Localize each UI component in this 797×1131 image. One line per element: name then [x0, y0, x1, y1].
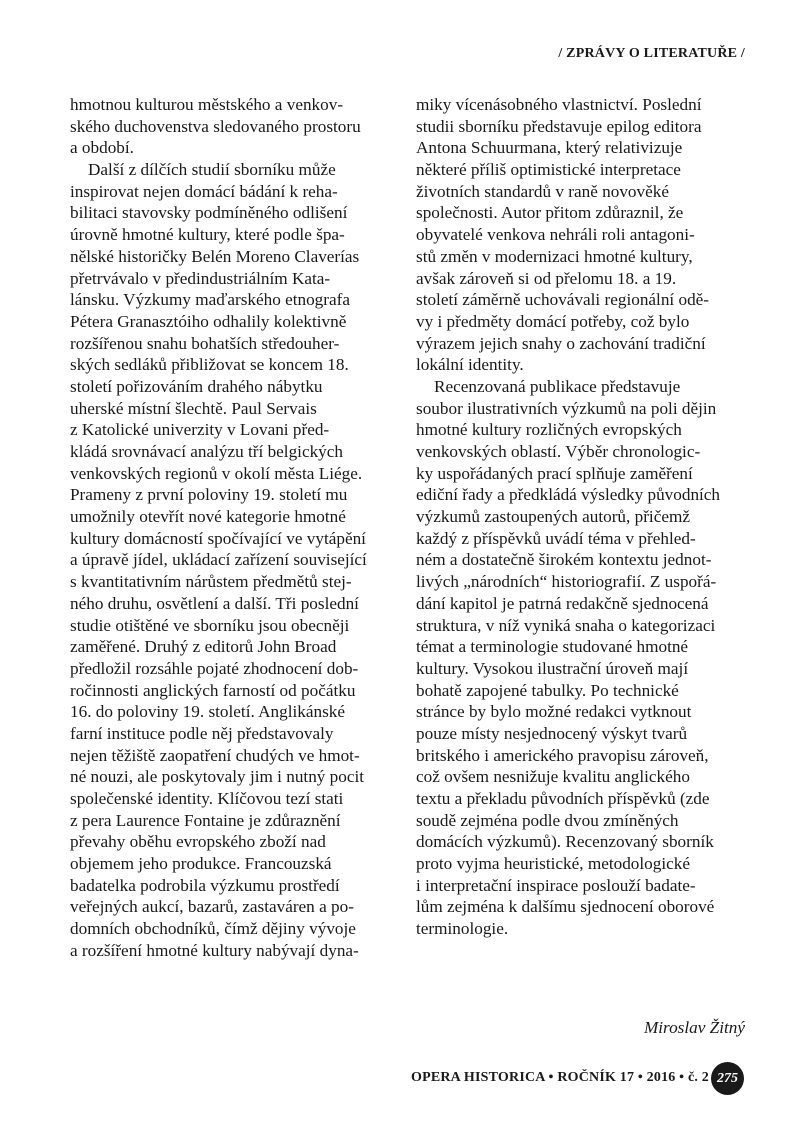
text-line: obyvatelé venkova nehráli roli antagoni- [416, 225, 695, 245]
text-column-right [416, 94, 742, 940]
text-line: terminologie. [416, 919, 509, 939]
text-line: uherské místní šlechtě. Paul Servais [70, 398, 317, 418]
text-line: předložil rozsáhle pojaté zhodnocení dob- [70, 658, 359, 678]
text-line: témat a terminologie studované hmotné [416, 637, 689, 657]
text-line: domních obchodníků, čímž dějiny vývoje [70, 919, 356, 939]
text-line: a období. [70, 138, 134, 158]
text-line: s kvantitativním nárůstem předmětů stej- [70, 572, 352, 592]
text-line: soudě zejména podle dvou zmíněných [416, 810, 679, 830]
text-line: 16. do poloviny 19. století. Anglikánské [70, 702, 345, 722]
text-line: lánsku. Výzkumy maďarského etnografa [70, 290, 350, 310]
text-line: století pořizováním drahého nábytku [70, 376, 323, 396]
text-line: ky uspořádaných prací splňuje zaměření [416, 463, 693, 483]
text-line: a úpravě jídel, ukládací zařízení související [70, 550, 367, 570]
text-line: přetrvávalo v předindustriálním Kata- [70, 268, 331, 288]
text-line: ediční řady a předkládá výsledky původních [416, 485, 721, 505]
text-line: soubor ilustrativních výzkumů na poli dějin [416, 398, 717, 418]
text-line: každý z příspěvků uvádí téma v přehled- [416, 528, 696, 548]
text-line: převahy oběhu evropského zboží nad [70, 832, 326, 852]
text-line: veřejných aukcí, bazarů, zastaváren a po- [70, 897, 354, 917]
text-line: venkovských regionů v okolí města Liége. [70, 463, 363, 483]
text-line: lokální identity. [416, 355, 524, 375]
text-line: ročinnosti anglických farností od počátku [70, 680, 356, 700]
text-line: miky vícenásobného vlastnictví. Poslední [416, 95, 702, 114]
text-line: kultury. Vysokou ilustrační úroveň mají [416, 658, 689, 678]
text-line: vy i předměty domácí potřeby, což bylo [416, 311, 690, 331]
text-line: Prameny z první poloviny 19. století mu [70, 485, 348, 505]
text-line: společenské identity. Klíčovou tezí stati [70, 789, 344, 808]
text-line: nejen těžiště zaopatření chudých ve hmot- [70, 745, 360, 765]
text-line: Další z dílčích studií sborníku může [88, 160, 336, 180]
text-line: né nouzi, ale poskytovaly jim i nutný pocit [70, 767, 365, 787]
text-line: lům zejména k dalšímu sjednocení oborové [416, 897, 715, 917]
text-line: inspirovat nejen domácí bádání k reha- [70, 181, 338, 201]
text-line: z Katolické univerzity v Lovani před- [70, 420, 330, 440]
text-line: Recenzovaná publikace představuje [434, 376, 681, 396]
text-line: proto vyjma heuristické, metodologické [416, 854, 690, 874]
journal-footer: OPERA HISTORICA • ROČNÍK 17 • 2016 • č. 2 [410, 1070, 709, 1085]
text-line: hmotnou kulturou městského a venkov- [70, 95, 344, 114]
author-signature: Miroslav Žitný [643, 1018, 745, 1037]
text-line: hmotné kultury rozličných evropských [416, 420, 682, 440]
text-line: farní instituce podle něj představovaly [70, 723, 334, 743]
text-line: zaměřené. Druhý z editorů John Broad [70, 637, 337, 657]
text-line: kládá srovnávací analýzu tří belgických [70, 442, 343, 461]
text-line: a rozšíření hmotné kultury nabývají dyna- [70, 940, 359, 960]
text-line: společnosti. Autor přitom zdůraznil, že [416, 203, 684, 223]
text-line: ného druhu, osvětlení a další. Tři poslední [70, 593, 359, 613]
text-line: stránce by bylo možné redakci vytknout [416, 702, 692, 722]
text-line: domácích výzkumů). Recenzovaný sborník [416, 832, 714, 852]
text-line: livých „národních“ historiografií. Z uspořá- [416, 572, 717, 592]
text-line: struktura, v níž vyniká snaha o kategorizaci [416, 615, 716, 635]
text-line: britského i amerického pravopisu zároveň, [416, 745, 709, 765]
text-line: studie otištěné ve sborníku jsou obecněji [70, 615, 350, 635]
text-column-left [70, 94, 395, 962]
text-line: ném a dostatečně širokém kontextu jednot- [416, 550, 712, 570]
text-line: objemem jeho produkce. Francouzská [70, 854, 332, 874]
text-line: venkovských oblastí. Výběr chronologic- [416, 442, 701, 461]
text-line: některé příliš optimistické interpretace [416, 160, 681, 180]
text-line: nělské historičky Belén Moreno Claverías [70, 246, 360, 266]
text-line: avšak zároveň si od přelomu 18. a 19. [416, 268, 677, 288]
text-line: stů změn v modernizaci hmotné kultury, [416, 246, 693, 266]
text-line: století záměrně uchovávali regionální odě- [416, 290, 710, 310]
text-line: bilitaci stavovsky podmíněného odlišení [70, 203, 348, 223]
text-line: úrovně hmotné kultury, které podle špa- [70, 225, 345, 245]
section-header: / ZPRÁVY O LITERATUŘE / [558, 46, 745, 61]
text-line: bohatě zapojené tabulky. Po technické [416, 680, 679, 700]
text-line: výrazem jejich snahy o zachování tradiční [416, 333, 706, 353]
text-line: životních standardů v raně novověké [416, 181, 669, 201]
page-number: 275 [711, 1062, 744, 1095]
text-line: studii sborníku představuje epilog editora [416, 116, 702, 136]
text-line: dání kapitol je patrná redakčně sjednocená [416, 593, 709, 613]
text-line: což ovšem nesnižuje kvalitu anglického [416, 767, 690, 787]
text-line: kultury domácností spočívající ve vytápění [70, 528, 366, 548]
text-line: ských sedláků přibližovat se koncem 18. [70, 355, 349, 375]
text-line: rozšířenou snahu bohatších středouher- [70, 333, 340, 353]
text-line: umožnily otevřít nové kategorie hmotné [70, 507, 346, 527]
text-line: z pera Laurence Fontaine je zdůraznění [70, 810, 341, 830]
text-line: ského duchovenstva sledovaného prostoru [70, 116, 361, 136]
text-line: Pétera Granasztóiho odhalily kolektivně [70, 311, 347, 331]
text-line: pouze místy nesjednocený výskyt tvarů [416, 723, 688, 743]
text-line: textu a překladu původních příspěvků (zde [416, 789, 710, 808]
text-line: i interpretační inspirace poslouží badate- [416, 875, 696, 895]
text-line: výzkumů zastoupených autorů, přičemž [416, 507, 690, 527]
text-line: Antona Schuurmana, který relativizuje [416, 138, 683, 158]
text-line: badatelka podrobila výzkumu prostředí [70, 875, 340, 895]
